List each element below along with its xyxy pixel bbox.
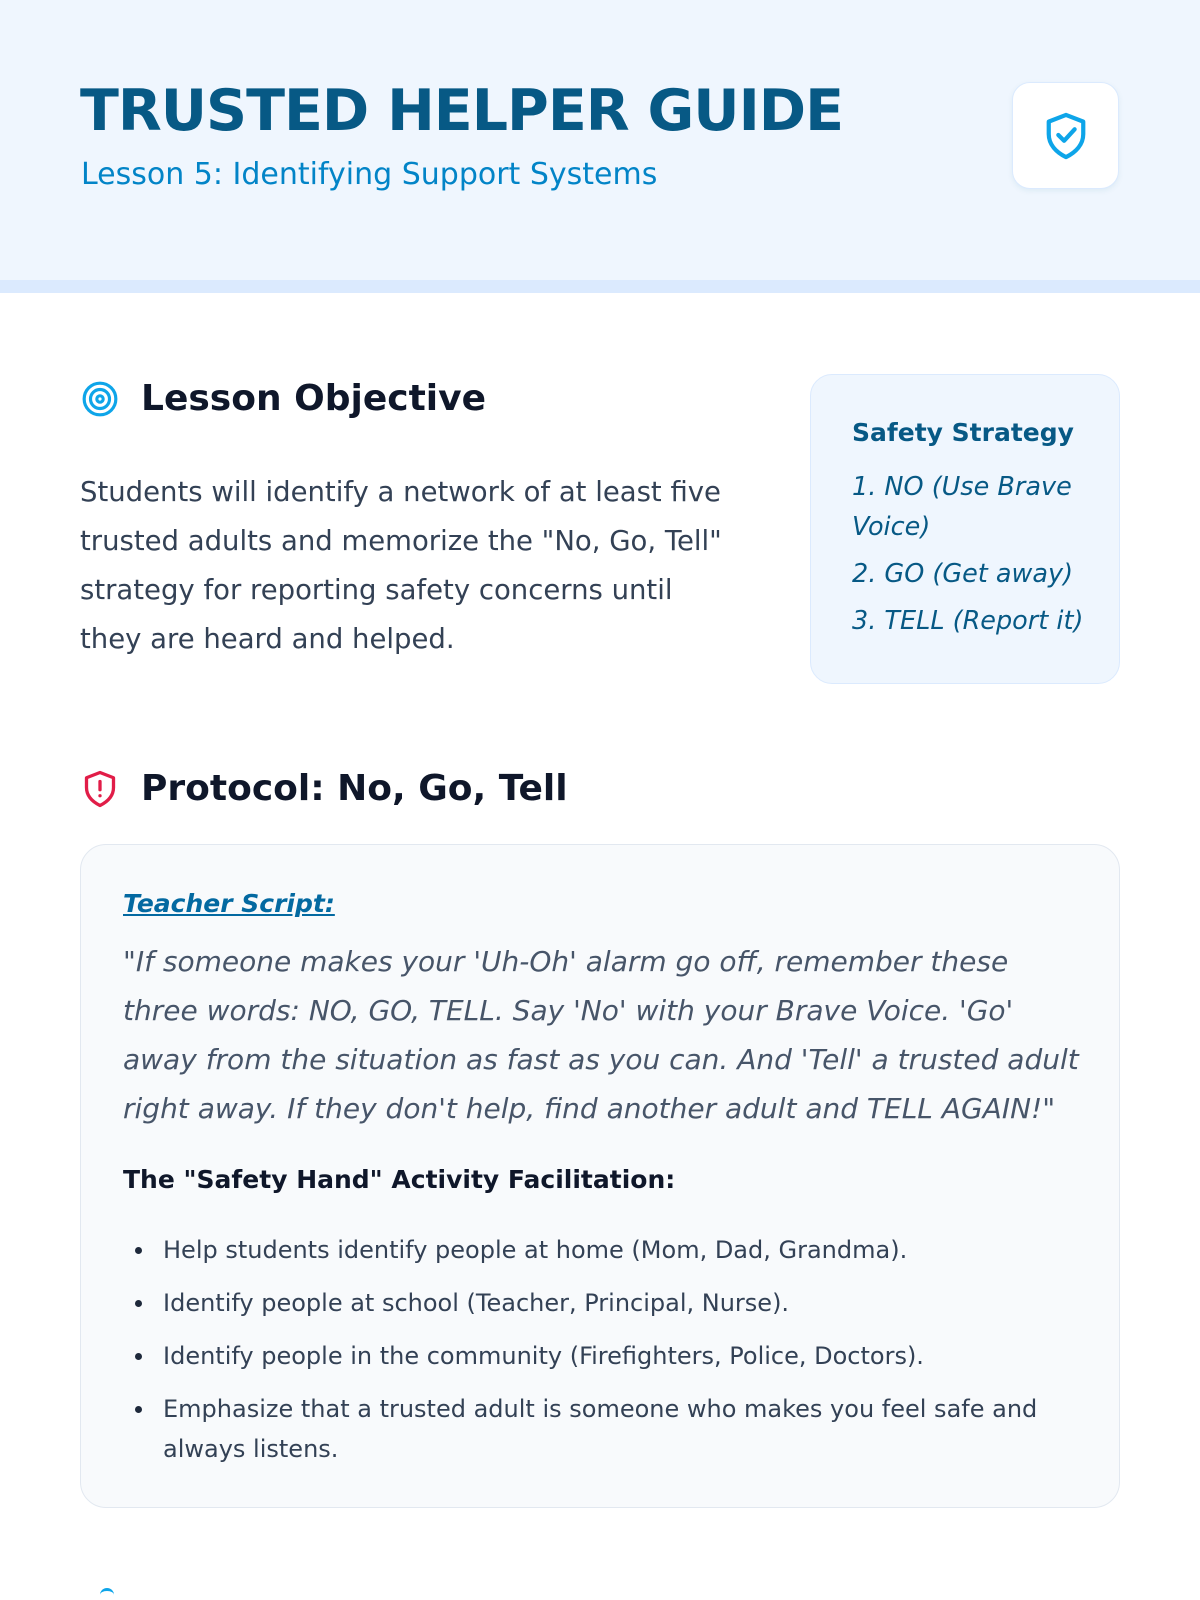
- strategy-steps: [852, 467, 1099, 641]
- page-subtitle: Lesson 5: Identifying Support Systems: [81, 157, 658, 192]
- page-header: [0, 0, 1200, 293]
- protocol-title: Protocol: No, Go, Tell: [141, 768, 568, 809]
- protocol-heading: [80, 768, 568, 809]
- strategy-step: 2. GO (Get away): [852, 559, 1074, 589]
- target-icon: [80, 379, 120, 419]
- activity-list: [123, 1230, 1063, 1482]
- strategy-step: 3. TELL (Report it): [852, 606, 1084, 636]
- list-item: Emphasize that a trusted adult is someone who makes you feel safe and always listens.: [123, 1389, 1063, 1469]
- shield-check-icon: [1043, 111, 1089, 161]
- teacher-script-label: Teacher Script:: [123, 889, 335, 918]
- strategy-step: 1. NO (Use Brave Voice): [852, 472, 1072, 542]
- teacher-script-card: [80, 844, 1120, 1508]
- teacher-script-quote: "If someone makes your 'Uh-Oh' alarm go off, remember these three words: NO, GO, TELL. Say 'No' with your Brave Voice. 'Go' away from the situation as fast as you can. And 'Tell' a trusted adult right away. If they don't help, find another adult and TELL AGAIN!": [123, 945, 1079, 1125]
- objective-heading: [80, 378, 486, 419]
- list-item: Identify people in the community (Firefighters, Police, Doctors).: [123, 1336, 1063, 1376]
- list-item: Identify people at school (Teacher, Principal, Nurse).: [123, 1283, 1063, 1323]
- objective-text: Students will identify a network of at least five trusted adults and memorize the "No, Go, Tell" strategy for reporting safety concerns until they are heard and helped.: [80, 476, 722, 655]
- strategy-card: [810, 374, 1120, 684]
- strategy-title: Safety Strategy: [852, 418, 1074, 447]
- activity-title: The "Safety Hand" Activity Facilitation:: [123, 1165, 676, 1194]
- page-title: TRUSTED HELPER GUIDE: [80, 78, 844, 144]
- objective-title: Lesson Objective: [141, 378, 487, 419]
- header-badge: [1012, 82, 1119, 189]
- shield-alert-icon: [80, 769, 120, 809]
- next-section-icon: [100, 1588, 114, 1600]
- list-item: Help students identify people at home (Mom, Dad, Grandma).: [123, 1230, 1063, 1270]
